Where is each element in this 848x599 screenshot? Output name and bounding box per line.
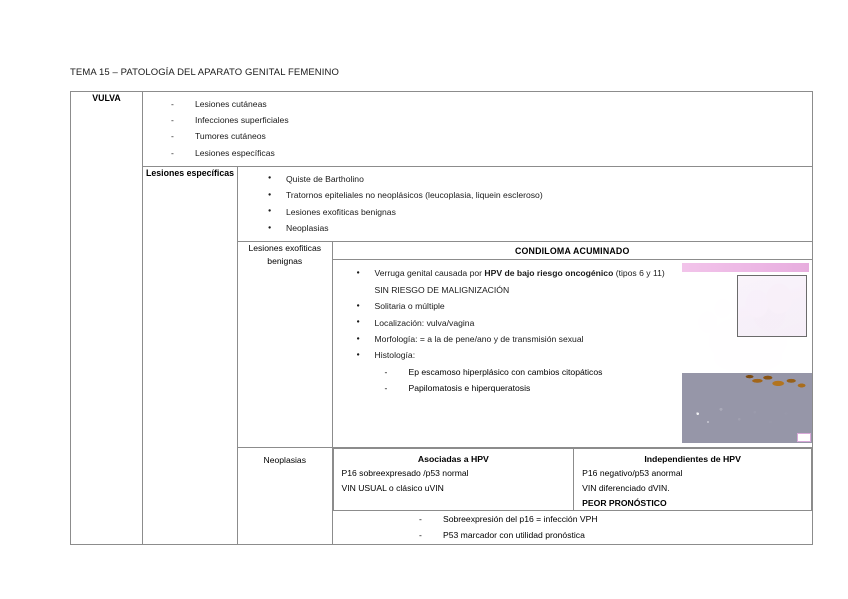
- list-item: - Papilomatosis e hiperqueratosis: [333, 380, 813, 396]
- cell-neoplasias-footer: [333, 511, 812, 544]
- list-item: - Lesiones específicas: [149, 145, 806, 161]
- list-item: - Lesiones cutáneas: [149, 96, 806, 112]
- neoplasias-footer-list: [333, 511, 812, 543]
- neoplasias-comparison-table: [333, 448, 813, 543]
- table-row-benign-exophytic: [238, 242, 812, 448]
- table-row-neoplasias: [238, 448, 812, 544]
- list-item: ● Morfología: = a la de pene/ano y de transmisión sexual: [333, 331, 813, 347]
- hpv-associated-line: P16 sobreexpresado /p53 normal: [341, 468, 469, 479]
- list-item: - Sobreexpresión del p16 = infección VPH: [333, 511, 812, 527]
- cell-general-lesions-list: [143, 92, 813, 167]
- condiloma-header: CONDILOMA ACUMINADO: [514, 245, 630, 256]
- specific-lesions-block: [238, 167, 812, 242]
- lesion-group-label: Lesiones específicas: [145, 167, 235, 178]
- list-item: ● Tratornos epiteliales no neoplásicos (leucoplasia, liquein escleroso): [244, 187, 806, 203]
- ihc-brown-staining: [682, 373, 812, 399]
- list-item: ● Neoplasias: [244, 220, 806, 236]
- table-row-hpv-columns: [333, 449, 812, 511]
- table-row-specific-lesions: [71, 166, 813, 544]
- cell-hpv-independent: [574, 449, 812, 511]
- pink-banner-decoration: [682, 263, 809, 272]
- cell-specific-lesions-content: [238, 166, 813, 544]
- list-item: ● Histología:: [333, 347, 813, 363]
- cell-neoplasias-panel: [332, 448, 812, 544]
- benign-row-label: Lesiones exofiticas benignas: [248, 243, 322, 267]
- hpv-associated-line: VIN USUAL o clásico uVIN: [341, 483, 444, 494]
- list-item: - Ep escamoso hiperplásico con cambios citopáticos: [333, 364, 813, 380]
- cell-hpv-associated: [333, 449, 574, 511]
- list-item: ● Solitaria o múltiple: [333, 298, 813, 314]
- hpv-associated-header: Asociadas a HPV: [417, 454, 489, 465]
- list-item: ● Localización: vulva/vagina: [333, 315, 813, 331]
- cell-neoplasias-row-label: [238, 448, 332, 544]
- hpv-independent-line: P16 negativo/p53 anormal: [582, 468, 683, 479]
- list-item: - Infecciones superficiales: [149, 112, 806, 128]
- list-item: - P53 marcador con utilidad pronóstica: [333, 527, 812, 543]
- table-row-neoplasias-footer: [333, 511, 812, 544]
- he-histology-image: [679, 272, 812, 372]
- main-content-table: [70, 91, 813, 545]
- hpv-independent-line: VIN diferenciado dVIN.: [582, 483, 670, 494]
- hpv-independent-prognosis: PEOR PRONÓSTICO: [582, 497, 667, 508]
- cell-organ-vulva: [71, 92, 143, 545]
- specific-lesions-list: [244, 171, 806, 237]
- detail-subtable: [238, 241, 812, 543]
- list-item: ● Quiste de Bartholino: [244, 171, 806, 187]
- cell-condiloma-panel: [332, 242, 812, 448]
- bullet-text-pre: Verruga genital causada por: [374, 268, 485, 279]
- hpv-independent-header: Independientes de HPV: [644, 454, 741, 465]
- general-lesions-list: [149, 96, 806, 161]
- p16-immunohistochemistry-image: [682, 372, 812, 443]
- he-inset-image: [737, 275, 807, 337]
- cell-lesion-group-label: [143, 166, 238, 544]
- ihc-corner-marker: [797, 433, 811, 442]
- list-item: ● Lesiones exofiticas benignas: [244, 204, 806, 220]
- cell-benign-row-label: [238, 242, 332, 448]
- neoplasias-row-label: Neoplasias: [263, 455, 306, 466]
- histology-image-stack: [679, 260, 812, 445]
- table-row-general-lesions: [71, 92, 813, 167]
- bullet-text-post: (tipos 6 y 11) SIN RIESGO DE MALIGNIZACIÓN: [374, 268, 665, 295]
- page-title: TEMA 15 – PATOLOGÍA DEL APARATO GENITAL FEMENINO: [70, 67, 339, 78]
- organ-label: VULVA: [92, 93, 121, 103]
- bullet-text-bold: HPV de bajo riesgo oncogénico: [484, 268, 614, 279]
- list-item: - Tumores cutáneos: [149, 128, 806, 144]
- condiloma-body: [333, 260, 813, 447]
